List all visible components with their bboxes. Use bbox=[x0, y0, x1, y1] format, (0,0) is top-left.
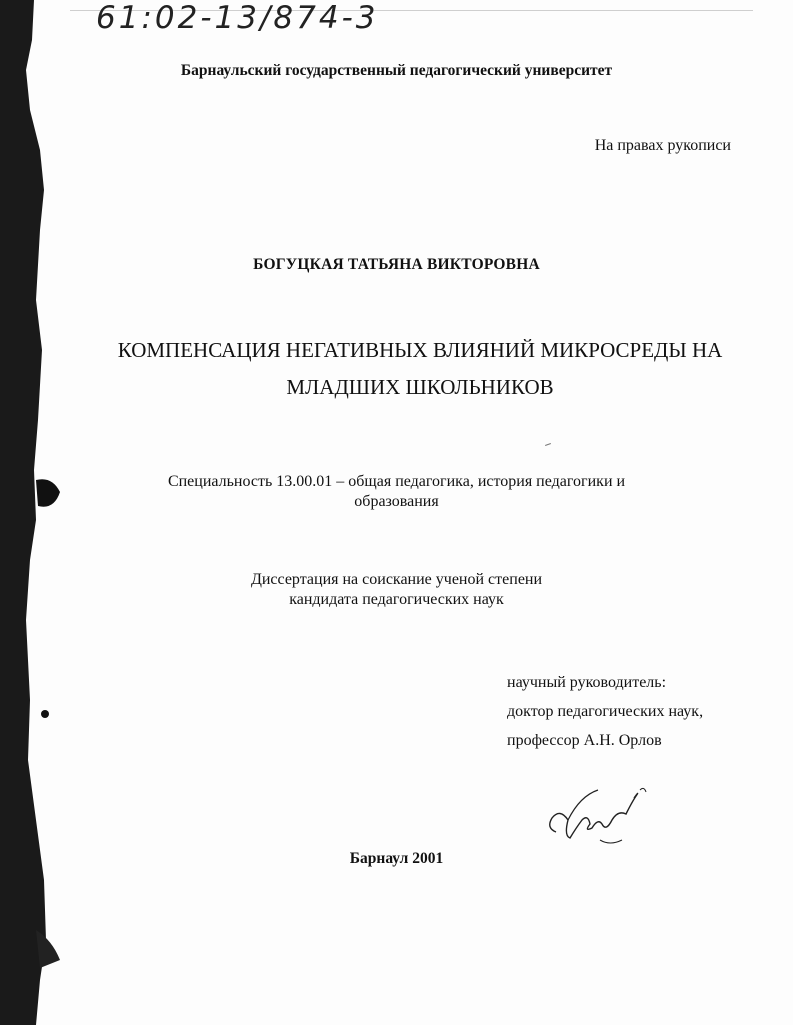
title-line-1: КОМПЕНСАЦИЯ НЕГАТИВНЫХ ВЛИЯНИЙ МИКРОСРЕДЫ НА bbox=[117, 338, 723, 362]
scan-mark bbox=[545, 443, 551, 446]
manuscript-note: На правах рукописи bbox=[594, 137, 731, 154]
degree-line-2: кандидата педагогических наук bbox=[289, 591, 504, 608]
adviser-line-1: научный руководитель: bbox=[507, 674, 667, 691]
scan-edge-shadow bbox=[0, 0, 60, 1025]
dissertation-title bbox=[110, 332, 730, 406]
handwritten-signature bbox=[540, 780, 650, 860]
dissertation-degree bbox=[0, 570, 793, 610]
title-line-2: МЛАДШИХ ШКОЛЬНИКОВ bbox=[286, 375, 554, 399]
specialty-line-2: образования bbox=[354, 493, 439, 510]
specialty bbox=[0, 472, 793, 512]
adviser-line-3: профессор А.Н. Орлов bbox=[507, 732, 662, 749]
adviser-line-2: доктор педагогических наук, bbox=[507, 703, 704, 720]
catalog-number: 61:02-13/874-3 bbox=[96, 0, 379, 36]
scientific-adviser bbox=[507, 668, 703, 755]
degree-line-1: Диссертация на соискание ученой степени bbox=[250, 571, 543, 588]
specialty-line-1: Специальность 13.00.01 – общая педагогика, история педагогики и bbox=[167, 473, 626, 490]
city-year: Барнаул 2001 bbox=[349, 850, 444, 867]
author-name: БОГУЦКАЯ ТАТЬЯНА ВИКТОРОВНА bbox=[253, 256, 540, 273]
university-name: Барнаульский государственный педагогический университет bbox=[180, 62, 613, 79]
